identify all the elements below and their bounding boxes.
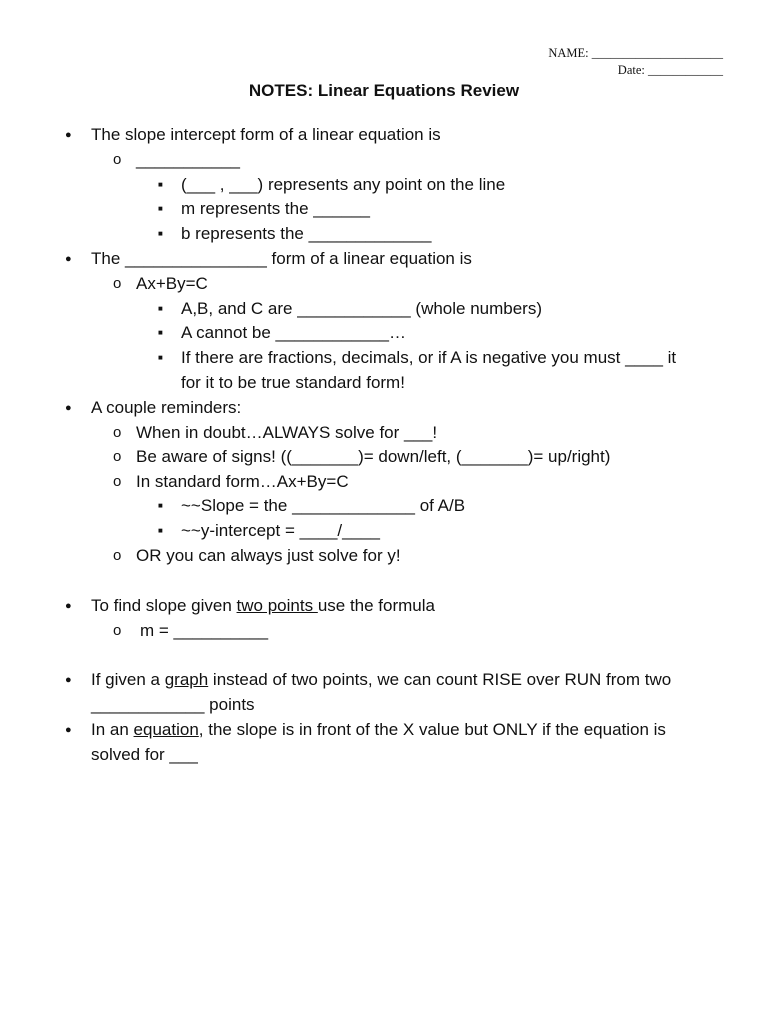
- date-field-line: Date: ____________: [617, 63, 723, 77]
- square-bullet-icon: ■: [158, 353, 163, 362]
- underlined-phrase: two points: [236, 596, 318, 615]
- list-item-continuation: solved for ___: [91, 745, 198, 764]
- circle-bullet-icon: o: [113, 547, 122, 564]
- list-item-text: A cannot be ____________…: [181, 323, 406, 342]
- list-item-text: When in doubt…ALWAYS solve for ___!: [136, 423, 438, 442]
- square-bullet-icon: ■: [158, 180, 163, 189]
- list-item-continuation: ____________ points: [91, 695, 255, 714]
- circle-bullet-icon: o: [113, 448, 122, 465]
- name-field-line: NAME: _____________________: [548, 46, 723, 60]
- circle-bullet-icon: o: [113, 473, 122, 490]
- list-item-text: m represents the ______: [181, 199, 371, 218]
- list-item-text: OR you can always just solve for y!: [136, 546, 401, 565]
- text-run: , the slope is in front of the X value but ONLY if the equation is: [198, 720, 666, 739]
- list-item-text: [91, 719, 666, 741]
- square-bullet-icon: ■: [158, 501, 163, 510]
- square-bullet-icon: ■: [158, 229, 163, 238]
- text-run: use the formula: [317, 596, 435, 615]
- square-bullet-icon: ■: [158, 304, 163, 313]
- list-item-text: [91, 669, 671, 691]
- text-run: instead of two points, we can count RISE over RUN from two: [208, 670, 672, 689]
- circle-bullet-icon: o: [113, 151, 122, 168]
- list-item-text: Be aware of signs! ((_______)= down/left, (_______)= up/right): [136, 447, 611, 466]
- list-item-text: The _______________ form of a linear equation is: [91, 249, 472, 268]
- text-run: To find slope given: [91, 596, 237, 615]
- list-item-text: b represents the _____________: [181, 224, 432, 243]
- list-item-text: A,B, and C are ____________ (whole numbers): [181, 299, 543, 318]
- disc-bullet-icon: ●: [65, 600, 72, 612]
- text-run: If given a: [91, 670, 165, 689]
- list-item-text: If there are fractions, decimals, or if A is negative you must ____ it: [181, 348, 677, 367]
- square-bullet-icon: ■: [158, 526, 163, 535]
- circle-bullet-icon: o: [113, 424, 122, 441]
- disc-bullet-icon: ●: [65, 402, 72, 414]
- disc-bullet-icon: ●: [65, 674, 72, 686]
- square-bullet-icon: ■: [158, 204, 163, 213]
- underlined-phrase: graph: [164, 670, 209, 689]
- circle-bullet-icon: o: [113, 622, 122, 639]
- circle-bullet-icon: o: [113, 275, 122, 292]
- list-item-text: ~~Slope = the _____________ of A/B: [181, 496, 466, 515]
- list-item-text: (___ , ___) represents any point on the line: [181, 175, 506, 194]
- list-item-text: ~~y-intercept = ____/____: [181, 521, 380, 540]
- list-item-text: m = __________: [140, 621, 269, 640]
- disc-bullet-icon: ●: [65, 724, 72, 736]
- page-title: NOTES: Linear Equations Review: [248, 81, 520, 100]
- square-bullet-icon: ■: [158, 328, 163, 337]
- list-item-continuation: for it to be true standard form!: [181, 373, 405, 392]
- list-item-text: ___________: [136, 150, 241, 169]
- list-item-text: A couple reminders:: [91, 398, 242, 417]
- text-run: In an: [91, 720, 134, 739]
- underlined-phrase: equation: [133, 720, 199, 739]
- disc-bullet-icon: ●: [65, 253, 72, 265]
- list-item-text: Ax+By=C: [136, 274, 208, 293]
- disc-bullet-icon: ●: [65, 129, 72, 141]
- list-item-text: The slope intercept form of a linear equation is: [91, 125, 441, 144]
- list-item-text: [91, 595, 435, 617]
- list-item-text: In standard form…Ax+By=C: [136, 472, 349, 491]
